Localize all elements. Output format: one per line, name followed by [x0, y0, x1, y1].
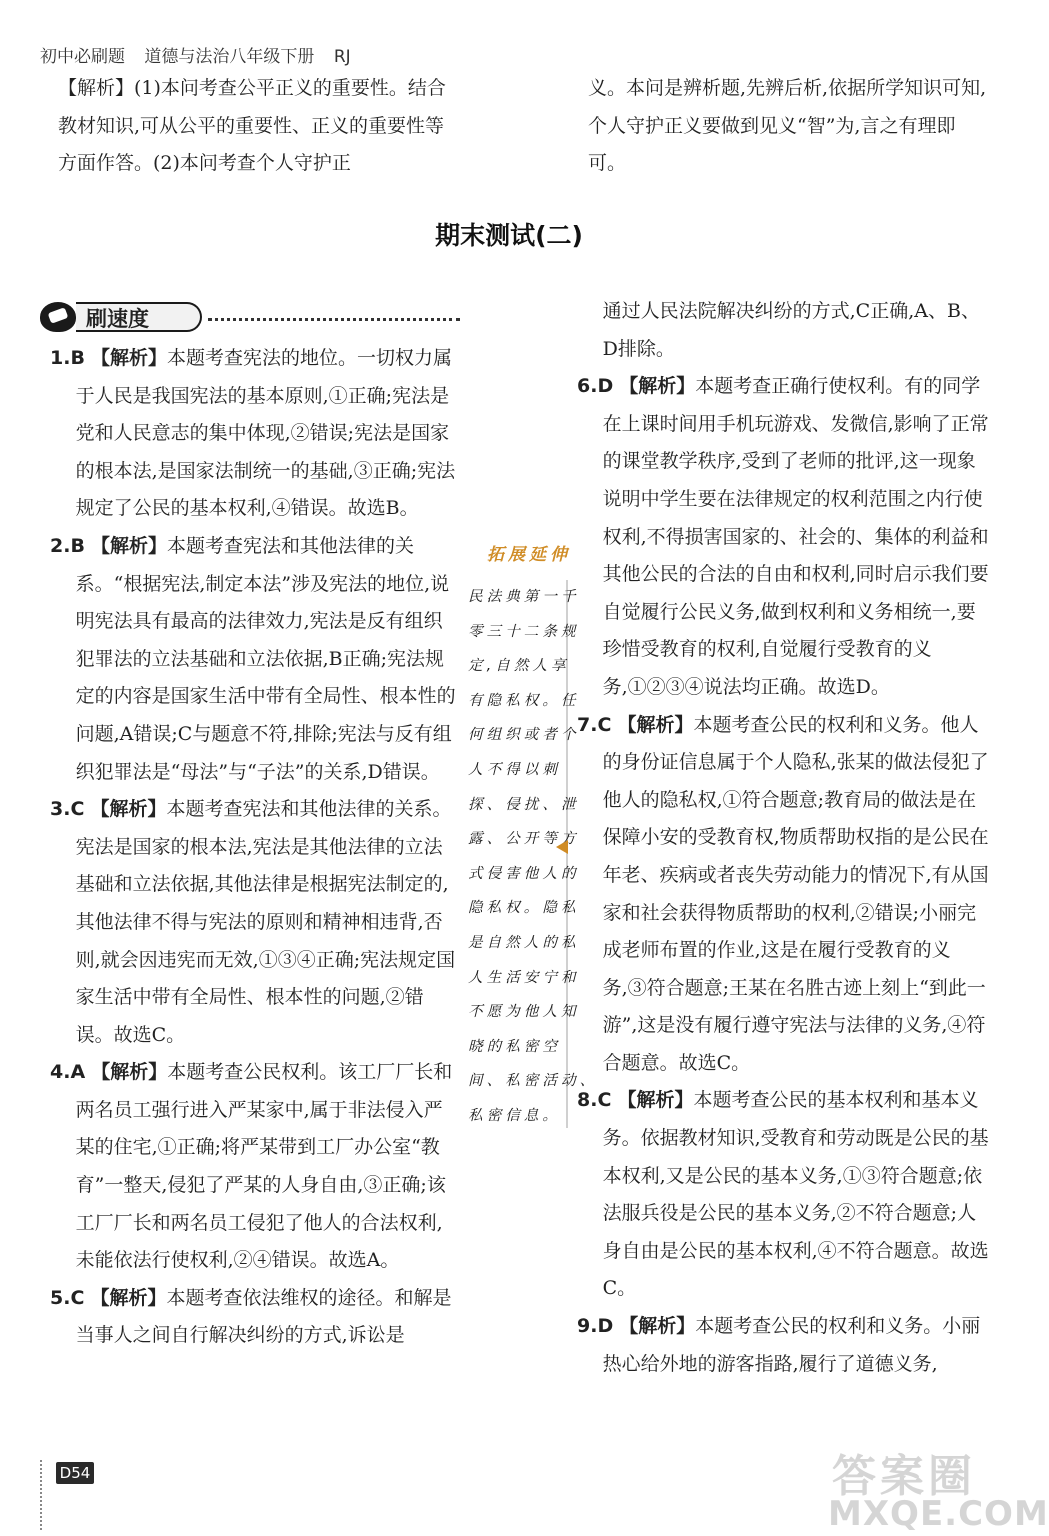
dotted-divider [208, 318, 460, 321]
answer-number: 7.C [577, 713, 612, 736]
side-note-line: 间、私密活动、 [468, 1072, 599, 1090]
answer-text: 本题考查正确行使权利。有的同学在上课时间用手机玩游戏、发微信,影响了正常的课堂教学秩序,受到了老师的批评,这一现象说明中学生要在法律规定的权利范围之内行使权利,不得损害国家的、社会的、集体的利益和其他公民的合法的自由和权利,同时启示我们要自觉履行公民义务,做到权利和义务相统一,要珍惜受教育的权利,自觉履行受教育的义务,①②③④说法均正确。故选D。 [602, 375, 989, 698]
answer-tag: 【解析】 [90, 798, 167, 821]
answer-tag: 【解析】 [617, 713, 694, 736]
answer-continuation: 通过人民法院解决纠纷的方式,C正确,A、B、D排除。 [602, 300, 980, 360]
side-note-line: 何组织或者个 [468, 726, 580, 744]
answer-text: 本题考查依法维权的途径。和解是当事人之间自行解决纠纷的方式,诉讼是 [75, 1286, 452, 1347]
answer-text: 本题考查公民的基本权利和基本义务。依据教材知识,受教育和劳动既是公民的基本权利,又是公民的基本义务,①③符合题意;依法服兵役是公民的基本义务,②不符合题意;人身自由是公民的基本权利,④不符合题意。故选C。 [602, 1089, 989, 1300]
answer-item [50, 528, 458, 791]
answers-left-column [50, 340, 458, 1355]
side-note-line: 人不得以刺 [468, 760, 561, 778]
answer-number: 3.C [50, 798, 85, 821]
answer-number: 8.C [577, 1089, 612, 1112]
answer-tag: 【解析】 [619, 1315, 696, 1338]
running-header [40, 42, 365, 67]
answer-number: 4.A [50, 1061, 86, 1084]
answer-item [577, 1308, 989, 1383]
page-number: D54 [56, 1462, 94, 1484]
answer-item [50, 791, 458, 1054]
answer-tag: 【解析】 [617, 1089, 694, 1112]
answer-text: 本题考查宪法和其他法律的关系。宪法是国家的根本法,宪法是其他法律的立法基础和立法依据,其他法律是根据宪法制定的,其他法律不得与宪法的原则和精神相违背,否则,就会因违宪而无效,①③④正确;宪法规定国家生活中带有全局性、根本性的问题,②错误。故选C。 [75, 798, 456, 1046]
prev-answer-right [588, 70, 988, 183]
answer-item [577, 707, 989, 1083]
section-label: 刷速度 [76, 302, 202, 332]
answer-tag: 【解析】 [91, 1061, 168, 1084]
side-note-line: 有隐私权。任 [468, 691, 580, 709]
answer-text: 本题考查公民的权利和义务。他人的身份证信息属于个人隐私,张某的做法侵犯了他人的隐私权,①符合题意;教育局的做法是在保障小安的受教育权,物质帮助权指的是公民在年老、疾病或者丧失劳动能力的情况下,有从国家和社会获得物质帮助的权利,②错误;小丽完成老师布置的作业,这是在履行受教育的义务,③符合题意;王某在名胜古迹上刻上“到此一游”,这是没有履行遵守宪法与法律的义务,④符合题意。故选C。 [602, 713, 989, 1074]
prev-answer-left-text: 【解析】(1)本问考查公平正义的重要性。结合教材知识,可从公平的重要性、正义的重要性等方面作答。(2)本问考查个人守护正 [58, 77, 446, 175]
side-note-line: 是自然人的私 [468, 933, 580, 951]
watermark-logo [822, 1440, 1049, 1534]
answer-item [50, 1054, 458, 1280]
prev-answer-right-text: 义。本问是辨析题,先辨后析,依据所学知识可知,个人守护正义要做到见义“智”为,言之有理即可。 [588, 77, 987, 175]
side-note-line: 不愿为他人知 [468, 1003, 580, 1021]
side-note-line: 定,自然人享 [468, 657, 570, 675]
side-note-line: 民法典第一千 [468, 588, 580, 605]
side-note-line: 式侵害他人的 [468, 864, 580, 882]
answer-tag: 【解析】 [90, 534, 167, 557]
answer-number: 2.B [50, 534, 85, 557]
answer-text: 本题考查公民权利。该工厂厂长和两名员工强行进入严某家中,属于非法侵入严某的住宅,①正确;将严某带到工厂办公室“教育”一整天,侵犯了严某的人身自由,③正确;该工厂厂长和两名员工侵犯了他人的合法权利,未能依法行使权利,②④错误。故选A。 [75, 1061, 453, 1272]
answer-tag: 【解析】 [619, 375, 696, 398]
side-note-line: 探、侵扰、泄 [468, 795, 580, 813]
answer-tag: 【解析】 [90, 1286, 167, 1309]
answer-number: 6.D [577, 375, 614, 398]
header-book: 道德与法治八年级下册 [144, 47, 315, 67]
side-note-line: 露、公开等方 [468, 830, 580, 848]
section-header [40, 300, 460, 336]
side-note-title: 拓展延伸 [487, 545, 571, 565]
answer-text: 本题考查公民的权利和义务。小丽热心给外地的游客指路,履行了道德义务, [602, 1315, 981, 1375]
pointer-arrow-icon [556, 840, 568, 854]
header-series: 初中必刷题 [40, 47, 125, 67]
answer-item [577, 368, 989, 706]
answer-item [50, 340, 458, 528]
answer-number: 5.C [50, 1286, 85, 1309]
answer-text: 本题考查宪法和其他法律的关系。“根据宪法,制定本法”涉及宪法的地位,说明宪法具有最高的法律效力,宪法是反有组织犯罪法的立法基础和立法依据,B正确;宪法规定的内容是国家生活中带有全局性、根本性的问题,A错误;C与题意不符,排除;宪法与反有组织犯罪法是“母法”与“子法”的关系,D错误。 [75, 534, 456, 783]
side-note-line: 零三十二条规 [468, 622, 580, 640]
watermark-main: 答案圈 [832, 1451, 976, 1502]
page-title: 期末测试(二) [435, 221, 583, 250]
answer-number: 9.D [577, 1315, 614, 1338]
answer-text: 本题考查宪法的地位。一切权力属于人民是我国宪法的基本原则,①正确;宪法是党和人民意志的集中体现,②错误;宪法是国家的根本法,是国家法制统一的基础,③正确;宪法规定了公民的基本权利,④错误。故选B。 [75, 347, 456, 520]
answers-right-column [577, 293, 989, 1383]
answer-number: 1.B [50, 347, 85, 369]
side-note-line: 人生活安宁和 [468, 968, 580, 986]
side-note-line: 隐私权。隐私 [468, 899, 580, 917]
side-note-line: 晓的私密空 [468, 1037, 561, 1055]
page-margin-dots [40, 1460, 54, 1530]
answer-item [50, 1280, 458, 1355]
side-note-line: 私密信息。 [468, 1106, 561, 1124]
header-edition: RJ [333, 47, 351, 67]
prev-answer-left [58, 70, 458, 183]
watermark-sub: MXQE.COM [828, 1494, 1049, 1534]
answer-item [577, 1082, 989, 1308]
bookmark-icon [40, 302, 76, 332]
answer-tag: 【解析】 [90, 347, 167, 369]
